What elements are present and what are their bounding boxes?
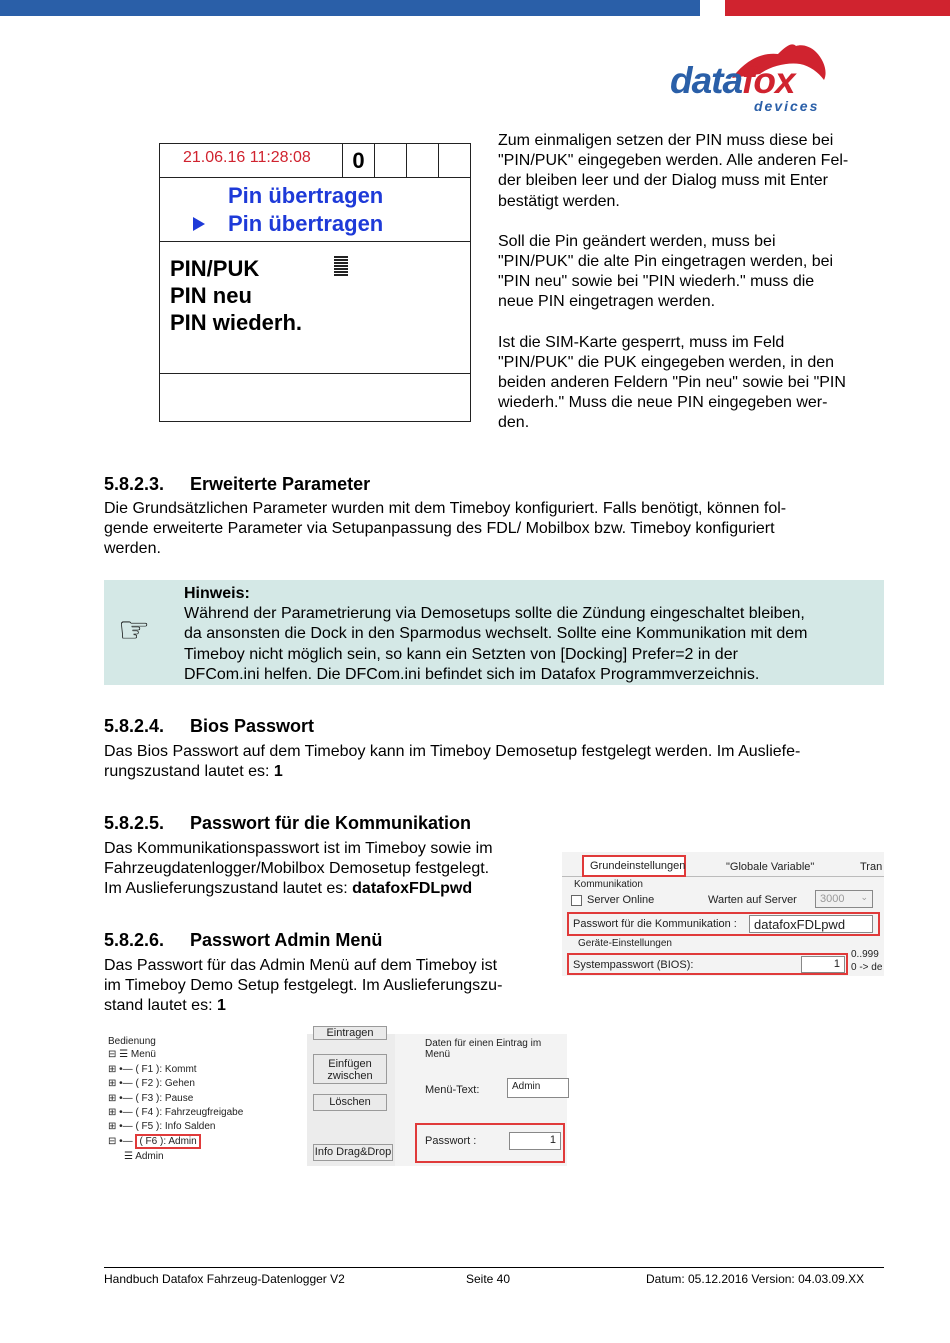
screen-field-pinneu: PIN neu — [170, 283, 252, 308]
menu-text-input[interactable]: Admin — [507, 1078, 569, 1098]
footer-title: Handbuch Datafox Fahrzeug-Datenlogger V2 — [104, 1272, 345, 1286]
range-hint: 0..999 — [851, 949, 879, 960]
intro-paragraph: Ist die SIM-Karte gesperrt, muss im Feld "PIN/PUK" die PUK eingegeben werden, in den beiden anderen Feldern "Pin neu" sowie bei "PIN wiederh." Muss die neue PIN eingegeben wer- den. — [498, 333, 846, 432]
section-body: Das Kommunikationspasswort ist im Timeboy sowie im Fahrzeugdatenlogger/Mobilbox Demosetup festgelegt. Im Auslieferungszustand lautet es: datafoxFDLpwd — [104, 840, 493, 898]
section-body: Das Passwort für das Admin Menü auf dem Timeboy ist im Timeboy Demo Setup festgelegt. Im Auslieferungszu- stand lautet es: 1 — [104, 957, 503, 1015]
server-online-checkbox[interactable] — [571, 895, 582, 906]
tree-item[interactable]: ⊞ •— ( F2 ): Gehen — [108, 1078, 195, 1089]
note-text: Hinweis: Während der Parametrierung via Demosetups sollte die Zündung eingeschaltet bleiben, da ansonsten die Dock in den Sparmodus wechselt. Sollte eine Kommunikation mit dem Timeboy nicht möglich sein, so kann ein Setzten von [Docking] Prefer=2 in der DFCom.ini helfen. Die DFCom.ini befindet sich im Datafox Programmverzeichnis. — [184, 585, 808, 683]
header-bar-blue — [0, 0, 700, 16]
intro-text — [498, 131, 898, 434]
comm-password-highlight — [567, 912, 880, 936]
minus-box-icon: ⊟ — [108, 1049, 117, 1060]
plus-box-icon: ⊞ — [108, 1107, 117, 1118]
selection-arrow-icon — [193, 217, 205, 231]
tree-item-admin[interactable]: ⊟ •— ( F6 ): Admin — [108, 1136, 201, 1147]
screen-status-row — [160, 144, 470, 178]
screen-cell-1: 0 — [342, 144, 374, 177]
server-online-label: Server Online — [587, 894, 655, 906]
screen-divider — [160, 241, 470, 242]
section-body: Das Bios Passwort auf dem Timeboy kann im Timeboy Demosetup festgelegt werden. Im Ausliefe- rungszustand lautet es: 1 — [104, 743, 801, 781]
tree-root[interactable]: Bedienung — [108, 1036, 156, 1047]
group-geraete: Geräte-Einstellungen — [578, 938, 672, 949]
screen-cell-2 — [374, 144, 406, 177]
comm-password-input[interactable]: datafoxFDLpwd — [749, 915, 873, 933]
tree-item[interactable]: ⊞ •— ( F3 ): Pause — [108, 1093, 194, 1104]
chevron-down-icon: ⌄ — [860, 892, 868, 902]
einfuegen-button[interactable]: Einfügen zwischen — [313, 1054, 387, 1084]
screen-datetime: 21.06.16 11:28:08 — [183, 149, 311, 166]
plus-box-icon: ⊞ — [108, 1064, 117, 1075]
cursor-block-icon — [334, 256, 348, 276]
range-hint: 0 -> de — [851, 962, 883, 973]
tree-child-admin[interactable]: ☰ Admin — [124, 1151, 164, 1162]
sys-password-highlight — [567, 953, 848, 975]
section-heading: 5.8.2.3. Erweiterte Parameter — [104, 474, 371, 494]
plus-box-icon: ⊞ — [108, 1078, 117, 1089]
screen-menu-item: Pin übertragen — [228, 183, 384, 208]
group-kommunikation: Kommunikation — [574, 879, 643, 890]
password-input[interactable]: 1 — [509, 1132, 561, 1150]
section-body: Die Grundsätzlichen Parameter wurden mit dem Timeboy konfiguriert. Falls benötigt, können fol- gende erweiterte Parameter via Setupanpassung des FDL/ Mobilbox bzw. Timeboy konfiguriert werden. — [104, 500, 787, 558]
tab-cut[interactable]: Tran — [860, 861, 883, 873]
list-icon: ☰ — [119, 1049, 129, 1060]
menu-edit-screenshot — [307, 1027, 567, 1166]
tree-item[interactable]: ⊞ •— ( F1 ): Kommt — [108, 1064, 197, 1075]
comm-password-label: Passwort für die Kommunikation : — [573, 918, 737, 930]
sys-password-label: Systempasswort (BIOS): — [573, 959, 694, 971]
wait-server-label: Warten auf Server — [708, 894, 797, 906]
section-heading: 5.8.2.5. Passwort für die Kommunikation — [104, 813, 472, 833]
section-heading: 5.8.2.6. Passwort Admin Menü — [104, 930, 383, 950]
list-icon: ☰ — [124, 1151, 133, 1162]
device-screen — [159, 143, 471, 422]
sys-password-input[interactable]: 1 — [801, 956, 845, 973]
tree-item[interactable]: ⊞ •— ( F5 ): Info Salden — [108, 1121, 216, 1132]
screen-menu-item-selected: Pin übertragen — [228, 211, 384, 236]
plus-box-icon: ⊞ — [108, 1121, 117, 1132]
intro-paragraph: Zum einmaligen setzen der PIN muss diese bei "PIN/PUK" eingegeben werden. Alle anderen Fel- der bleiben leer und der Dialog muss mit Enter bestätigt werden. — [498, 132, 849, 210]
loeschen-button[interactable]: Löschen — [313, 1094, 387, 1111]
menu-data-panel — [399, 1034, 567, 1166]
menu-tree-screenshot — [104, 1034, 300, 1166]
eintragen-button[interactable]: Eintragen — [313, 1026, 387, 1040]
screen-cell-3 — [406, 144, 438, 177]
note-box — [104, 580, 884, 685]
tree-menu-node[interactable]: ⊟ ☰ Menü — [108, 1049, 156, 1060]
screen-divider — [160, 373, 470, 374]
setup-screenshot — [562, 852, 884, 976]
datafox-logo — [668, 42, 838, 117]
password-label: Passwort : — [425, 1135, 477, 1147]
tab-globale-variable[interactable]: "Globale Variable" — [726, 861, 815, 873]
footer-date-version: Datum: 05.12.2016 Version: 04.03.09.XX — [646, 1272, 865, 1286]
footer-page-number: Seite 40 — [466, 1272, 511, 1286]
logo-wordmark: datafox — [670, 60, 795, 101]
minus-box-icon: ⊟ — [108, 1136, 117, 1147]
intro-paragraph: Soll die Pin geändert werden, muss bei "PIN/PUK" die alte Pin eingetragen werden, bei "PIN neu" sowie bei "PIN wiederh." muss die neue PIN eingetragen werden. — [498, 232, 834, 311]
panel-title: Daten für einen Eintrag im Menü — [425, 1038, 542, 1060]
section-heading: 5.8.2.4. Bios Passwort — [104, 716, 315, 736]
info-dragdrop-button[interactable]: Info Drag&Drop — [313, 1144, 393, 1161]
screen-cell-4 — [438, 144, 470, 177]
plus-box-icon: ⊞ — [108, 1093, 117, 1104]
tree-item[interactable]: ⊞ •— ( F4 ): Fahrzeugfreigabe — [108, 1107, 244, 1118]
menu-text-label: Menü-Text: — [425, 1084, 480, 1096]
tab-grundeinstellungen[interactable]: Grundeinstellungen — [582, 855, 686, 877]
pointing-hand-icon: ☞ — [118, 610, 151, 651]
screen-field-pinpuk: PIN/PUK — [170, 256, 260, 281]
wait-server-select[interactable]: 3000 ⌄ — [815, 890, 873, 908]
footer-divider — [104, 1267, 884, 1268]
password-highlight — [415, 1123, 565, 1163]
screen-field-pinwiederh: PIN wiederh. — [170, 310, 303, 335]
header-bar-red — [725, 0, 950, 16]
logo-devices: devices — [754, 98, 820, 114]
